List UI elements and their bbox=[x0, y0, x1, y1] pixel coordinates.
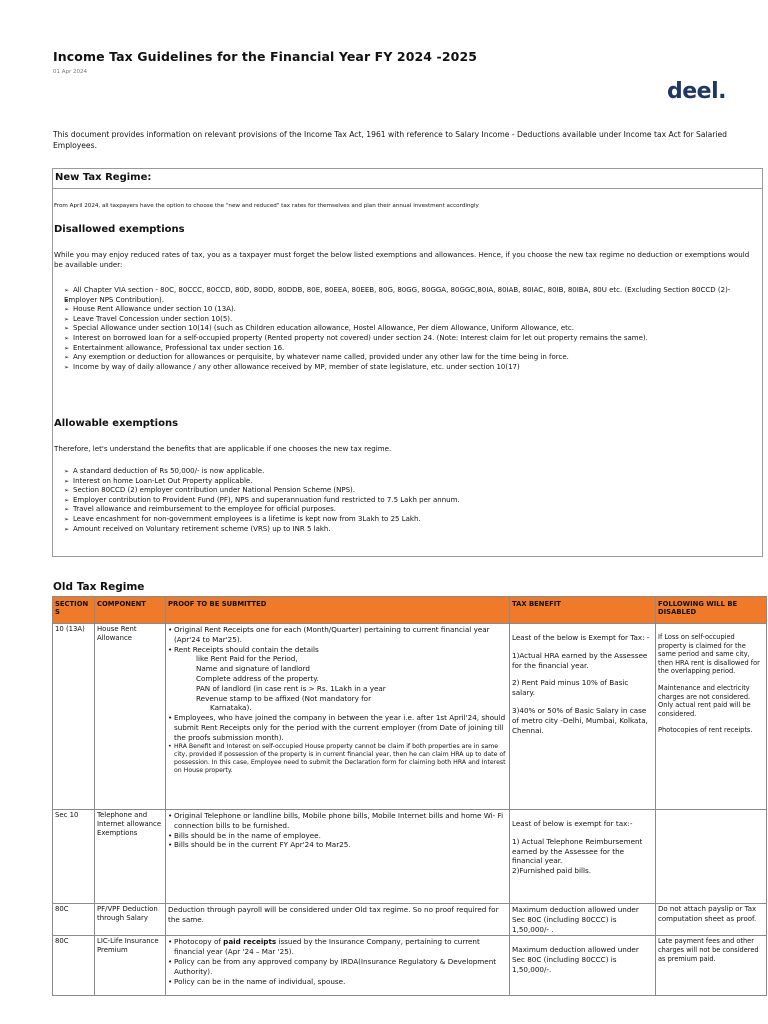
column-header-sections: SECTION S bbox=[53, 597, 95, 624]
logo-text: deel bbox=[667, 79, 719, 104]
list-item: • Policy can be from any approved company by IRDA(Insurance Regulatory & Development Authority). bbox=[168, 957, 507, 977]
old-tax-regime-heading: Old Tax Regime bbox=[53, 581, 145, 593]
table-row bbox=[53, 810, 767, 904]
cell-disabled bbox=[656, 810, 767, 904]
list-item: ➢ Section 80CCD (2) employer contribution under National Pension Scheme (NPS). bbox=[64, 486, 756, 496]
cell-section: Sec 10 bbox=[53, 810, 95, 904]
benefit-line: 2)Furnished paid bills. bbox=[512, 866, 592, 876]
list-item: • Bills should be in the current FY Apr'24 to Mar25. bbox=[168, 840, 507, 850]
list-item: • Bills should be in the name of employee. bbox=[168, 831, 507, 841]
list-item: • HRA Benefit and Interest on self-occupied House property cannot be claim if both properties are in same city, provided if possession of the property is in current financial year, then he can claim HRA up to date of possession. In this case, Employee need to submit the Declaration form for claiming both HRA and Interest on House property. bbox=[168, 743, 507, 776]
disabled-line: If Loss on self-occupied property is claimed for the same period and same city, then HRA rent is disallowed for the overlapping period. bbox=[658, 633, 760, 676]
document-title: Income Tax Guidelines for the Financial Year FY 2024 -2025 bbox=[53, 49, 478, 64]
list-item: ➢ All Chapter VIA section - 80C, 80CCC, 80CCD, 80D, 80DD, 80DDB, 80E, 80EEA, 80EEB, 80G, 80GG, 80GGA, 80GGC,80IA, 80IAB, 80IAC, 80IB, 80IBA, 80U etc. (Excluding Section 80CCD (2)- bbox=[64, 286, 756, 296]
benefit-line: 3)40% or 50% of Basic Salary in case of metro city -Delhi, Mumbai, Kolkata, Chennai. bbox=[512, 705, 648, 735]
document-date: 01 Apr 2024 bbox=[53, 69, 88, 75]
benefit-line: 2) Rent Paid minus 10% of Basic salary. bbox=[512, 678, 629, 698]
cell-component: PF/VPF Deduction through Salary bbox=[95, 904, 166, 936]
cell-component: Telephone and Internet allowance Exemptions bbox=[95, 810, 166, 904]
cell-section: 80C bbox=[53, 904, 95, 936]
logo-dot: . bbox=[718, 79, 726, 104]
list-item: • Policy can be in the name of individual, spouse. bbox=[168, 977, 507, 987]
benefit-line: Least of the below is Exempt for Tax: - bbox=[512, 633, 650, 642]
column-header-proof: PROOF TO BE SUBMITTED bbox=[166, 597, 510, 624]
table-row bbox=[53, 936, 767, 996]
column-header-component: COMPONENT bbox=[95, 597, 166, 624]
old-regime-table bbox=[52, 596, 767, 996]
disabled-line: Maintenance and electricity charges are not considered. Only actual rent paid will be considered. bbox=[658, 683, 751, 718]
cell-proof bbox=[166, 936, 510, 996]
list-item: ➢ Special Allowance under section 10(14) (such as Children education allowance, Hostel Allowance, Per diem Allowance, Uniform Allowance, etc. bbox=[64, 324, 756, 334]
cell-disabled: Late payment fees and other charges will not be considered as premium paid. bbox=[656, 936, 767, 996]
list-item: • Rent Receipts should contain the details like Rent Paid for the Period, Name and signature of landlord Complete address of the property. PAN of landlord (in case rent is > Rs. 1Lakh in a year Revenue stamp to be affixed (Not mandatory for Karnataka). bbox=[168, 645, 507, 714]
allowable-paragraph: Therefore, let's understand the benefits that are applicable if one chooses the new tax regime. bbox=[54, 444, 392, 453]
cell-tax-benefit: Maximum deduction allowed under Sec 80C (including 80CCC) is 1,50,000/- . bbox=[510, 904, 656, 936]
cell-section: 80C bbox=[53, 936, 95, 996]
list-item: ➢ A standard deduction of Rs 50,000/- is now applicable. bbox=[64, 467, 756, 477]
disabled-line: Photocopies of rent receipts. bbox=[658, 726, 753, 735]
cell-proof bbox=[166, 624, 510, 810]
cell-proof bbox=[166, 810, 510, 904]
list-item: ➢ Entertainment allowance, Professional tax under section 16. bbox=[64, 344, 756, 354]
list-item: ➢ Leave Travel Concession under section 10(5). bbox=[64, 315, 756, 325]
cell-tax-benefit: Maximum deduction allowed under Sec 80C (including 80CCC) is 1,50,000/-. bbox=[510, 936, 656, 996]
allowable-list bbox=[64, 467, 756, 534]
new-tax-regime-heading: New Tax Regime: bbox=[55, 172, 152, 183]
detail-line: PAN of landlord (in case rent is > Rs. 1Lakh in a year bbox=[196, 683, 386, 693]
list-item: • Original Rent Receipts one for each (Month/Quarter) pertaining to current financial year (Apr'24 to Mar'25). bbox=[168, 625, 507, 645]
detail-line: Revenue stamp to be affixed (Not mandatory for bbox=[196, 693, 372, 703]
disallowed-list bbox=[64, 286, 756, 372]
list-item: • Photocopy of paid receipts issued by the Insurance Company, pertaining to current financial year (Apr '24 – Mar '25). bbox=[168, 937, 507, 957]
benefit-line: Least of below is exempt for tax:- bbox=[512, 819, 633, 828]
deel-logo bbox=[667, 79, 726, 104]
column-header-disabled: FOLLOWING WILL BE DISABLED bbox=[656, 597, 767, 624]
list-item: ➢ Income by way of daily allowance / any other allowance received by MP, member of state legislature, etc. under section 10(17) bbox=[64, 363, 756, 373]
column-header-tax-benefit: TAX BENEFIT bbox=[510, 597, 656, 624]
list-item: ➢ Employer contribution to Provident Fund (PF), NPS and superannuation fund restricted to 7.5 Lakh per annum. bbox=[64, 496, 756, 506]
list-item: • Original Telephone or landline bills, Mobile phone bills, Mobile Internet bills and home Wi- Fi connection bills to be furnished. bbox=[168, 811, 507, 831]
detail-line: Name and signature of landlord bbox=[196, 664, 310, 674]
cell-disabled bbox=[656, 624, 767, 810]
detail-line: Karnataka). bbox=[210, 703, 252, 713]
cell-disabled: Do not attach payslip or Tax computation sheet as proof. bbox=[656, 904, 767, 936]
new-regime-note: From April 2024, all taxpayers have the option to choose the "new and reduced" tax rates for themselves and plan their annual investment accordingly bbox=[54, 203, 479, 209]
table-row bbox=[53, 624, 767, 810]
disallowed-heading: Disallowed exemptions bbox=[54, 224, 185, 235]
list-item: ➢ Interest on borrowed loan for a self-occupied property (Rented property not covered) under section 24. (Note: Interest claim for let out property remains the same). bbox=[64, 334, 756, 344]
benefit-line: 1)Actual HRA earned by the Assessee for the financial year. bbox=[512, 650, 648, 670]
cell-section: 10 (13A) bbox=[53, 624, 95, 810]
new-tax-regime-header bbox=[53, 169, 762, 189]
benefit-line: 1) Actual Telephone Reimbursement earned by the Assessee for the financial year. bbox=[512, 836, 643, 866]
detail-line: like Rent Paid for the Period, bbox=[196, 654, 298, 664]
intro-paragraph: This document provides information on relevant provisions of the Income Tax Act, 1961 with reference to Salary Income - Deductions available under Income tax Act for Salaried Employees. bbox=[53, 130, 727, 150]
cell-tax-benefit bbox=[510, 810, 656, 904]
disallowed-paragraph: While you may enjoy reduced rates of tax, you as a taxpayer must forget the below listed exemptions and allowances. Hence, if you choose the new tax regime no deduction or exemptions would be available under: bbox=[54, 250, 750, 269]
list-item: • Employees, who have joined the company in between the year i.e. after 1st April'24, should submit Rent Receipts only for the period with the current employer (from Date of joining till the proofs submission month). bbox=[168, 713, 507, 742]
table-row bbox=[53, 904, 767, 936]
list-item: ➢ Travel allowance and reimbursement to the employee for official purposes. bbox=[64, 505, 756, 515]
list-item: ➢ Leave encashment for non-government employees is a lifetime is kept now from 3Lakh to 25 Lakh. bbox=[64, 515, 756, 525]
list-item: ➢ Interest on home Loan-Let Out Property applicable. bbox=[64, 477, 756, 487]
list-item: ➢ Any exemption or deduction for allowances or perquisite, by whatever name called, provided under any other law for the time being in force. bbox=[64, 353, 756, 363]
cell-proof: Deduction through payroll will be considered under Old tax regime. So no proof required for the same. bbox=[166, 904, 510, 936]
list-item-continuation: ➢ Employer NPS Contribution). bbox=[64, 296, 756, 306]
table-header-row bbox=[53, 597, 767, 624]
allowable-heading: Allowable exemptions bbox=[54, 418, 179, 429]
list-item: ➢ Amount received on Voluntary retirement scheme (VRS) up to INR 5 lakh. bbox=[64, 525, 756, 535]
list-item: ➢ House Rent Allowance under section 10 (13A). bbox=[64, 305, 756, 315]
cell-component: House Rent Allowance bbox=[95, 624, 166, 810]
cell-component: LIC-Life Insurance Premium bbox=[95, 936, 166, 996]
cell-tax-benefit bbox=[510, 624, 656, 810]
detail-line: Complete address of the property. bbox=[196, 673, 319, 683]
